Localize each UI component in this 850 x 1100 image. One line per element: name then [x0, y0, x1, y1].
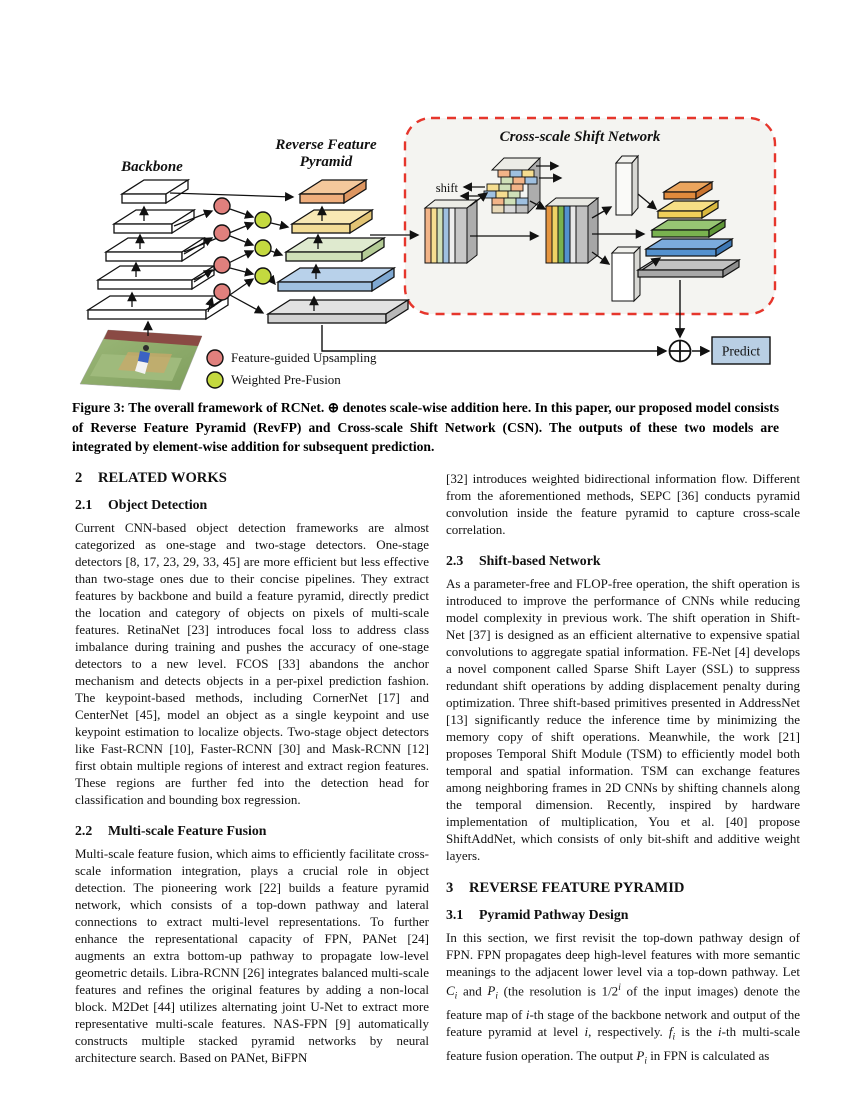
csn-stack-a [425, 200, 477, 263]
section-3-heading [446, 880, 800, 897]
right-column [446, 470, 800, 1082]
revfp-label-line1: Reverse Feature [275, 137, 377, 153]
section-2-2-heading [75, 822, 429, 839]
section-2-1-number: 2.1 [75, 497, 93, 512]
section-2-3-number: 2.3 [446, 553, 464, 568]
shift-label: shift [435, 181, 458, 195]
section-2-1-title: Object Detection [108, 497, 208, 512]
section-2-2-title: Multi-scale Feature Fusion [108, 823, 267, 838]
section-2-1-paragraph: Current CNN-based object detection frameworks are almost categorized as one-stage and two-stage detectors. One-stage detectors [8, 17, 23, 29, 33, 45] are more efficient but less effective than two-stage ones due to their concise pipelines. They extract features by backbone and build a feature pyramid, directly predict the location and category of objects on pixels of multi-scale features. RetinaNet [23] introduces focal loss to address class imbalance during training and pushes the accuracy of one-stage detectors to a new level. FCOS [33] abandons the anchor mechanism and detects objects in a per-pixel prediction fashion. The keypoint-based methods, including CornerNet [17] and CenterNet [45], model an object as a single keypoint and use keypoint estimation to localize objects. Two-stage object detectors like Fast-RCNN [10], Faster-RCNN [30] and Mask-RCNN [12] first obtain multiple regions of interest and extract region features. These regions are further fed into the detection head for classification and bounding box regression. [75, 520, 429, 807]
prefusion-dots [255, 212, 271, 284]
section-2-2-paragraph: Multi-scale feature fusion, which aims to efficiently facilitate cross-scale information integration, plays a crucial role in object detection. The pioneering work [22] builds a feature pyramid network, which consists of a top-down pathway and lateral connections to extract multi-level representations. To further enhance the representational capacity of FPN, PANet [24] augments an extra bottom-up pathway to propagate low-level geometric details. Libra-RCNN [26] integrates balanced multi-scale features and refines the original features by adding a non-local block. M2Det [44] utilizes alternating joint U-Net to extract more representative multi-scale features. NAS-FPN [9] automatically constructs multiple stacked pyramid networks by neural architecture search. Based on PANet, BiFPN [75, 846, 429, 1065]
section-3-1-title: Pyramid Pathway Design [479, 907, 629, 922]
legend-prefusion-label: Weighted Pre-Fusion [231, 372, 341, 387]
section-2-number: 2 [75, 470, 83, 486]
predict-label: Predict [721, 343, 761, 359]
csn-panel-1 [616, 156, 638, 215]
upsampling-dots [214, 198, 230, 300]
backbone-label: Backbone [121, 159, 183, 175]
input-image [80, 330, 202, 390]
left-column [75, 470, 429, 1078]
section-2-heading [75, 470, 429, 487]
csn-stack-b [546, 198, 598, 263]
section-3-1-paragraph: In this section, we first revisit the top-down pathway design of FPN. FPN propagates deep high-level features with more semantic meanings to the adjacent lower level via a top-down pathway. Let $C_i$ and $P_i$ (the resolution is 1/2$^i$ of the input images) denote the feature map of i-th stage of the backbone network and output of the feature pyramid at level i, respectively. $f_i$ is the i-th multi-scale feature fusion operation. The output $P_i$ in FPN is calculated as [446, 930, 800, 1067]
csn-label: Cross-scale Shift Network [499, 129, 661, 145]
section-3-1-heading [446, 906, 800, 923]
legend-upsampling-label: Feature-guided Upsampling [231, 350, 377, 365]
figure-3-diagram [60, 108, 790, 400]
section-2-3-title: Shift-based Network [479, 553, 601, 568]
section-3-1-number: 3.1 [446, 907, 464, 922]
predict-box [712, 337, 770, 364]
figure-caption: Figure 3: The overall framework of RCNet. ⊕ denotes scale-wise addition here. In this paper, our proposed model consists of Reverse Feature Pyramid (RevFP) and Cross-scale Shift Network (CSN). The outputs of these two models are integrated by element-wise addition for subsequent prediction. [72, 400, 779, 454]
section-2-2-number: 2.2 [75, 823, 93, 838]
oplus-icon [670, 341, 691, 362]
revfp-label-line2: Pyramid [299, 154, 353, 170]
figure-legend [207, 350, 377, 388]
section-2-2-paragraph-continued: [32] introduces weighted bidirectional information flow. Different from the aforementioned methods, SEPC [36] conducts pyramid convolution inside the feature pyramid to capture cross-scale correlation. [446, 471, 800, 537]
section-3-number: 3 [446, 880, 454, 896]
csn-panel-2 [612, 247, 640, 301]
legend-upsampling-icon [207, 350, 223, 366]
section-3-title: REVERSE FEATURE PYRAMID [469, 880, 685, 896]
section-2-3-paragraph: As a parameter-free and FLOP-free operation, the shift operation is introduced to improve the performance of CNNs while reducing model complexity in previous work. The shift operation in Shift-Net [37] is designed as an efficient alternative to expensive spatial convolutions to aggregate spatial information. FE-Net [4] develops a novel component called Sparse Shift Layer (SSL) to suppress redundant shift operations by adding displacement penalty during optimization. Three shift-based primitives presented in AddressNet [13] significantly reduce the inference time by minimizing the memory copy of shift operations. Meanwhile, the work [21] proposes Temporal Shift Module (TSM) to efficiently model both temporal and spatial information. TSM can exchange features among neighboring frames in 2D CNNs by shifting channels along the temporal dimension. Recently, inspired by hardware implementation of multiplication, You et al. [40] propose ShiftAddNet, which consists of only bit-shift and additive weight layers. [446, 576, 800, 863]
legend-prefusion-icon [207, 372, 223, 388]
backbone-stack [88, 180, 228, 319]
revfp-stack [268, 180, 408, 323]
section-2-1-heading [75, 496, 429, 513]
section-2-title: RELATED WORKS [98, 470, 227, 486]
section-2-3-heading [446, 552, 800, 569]
